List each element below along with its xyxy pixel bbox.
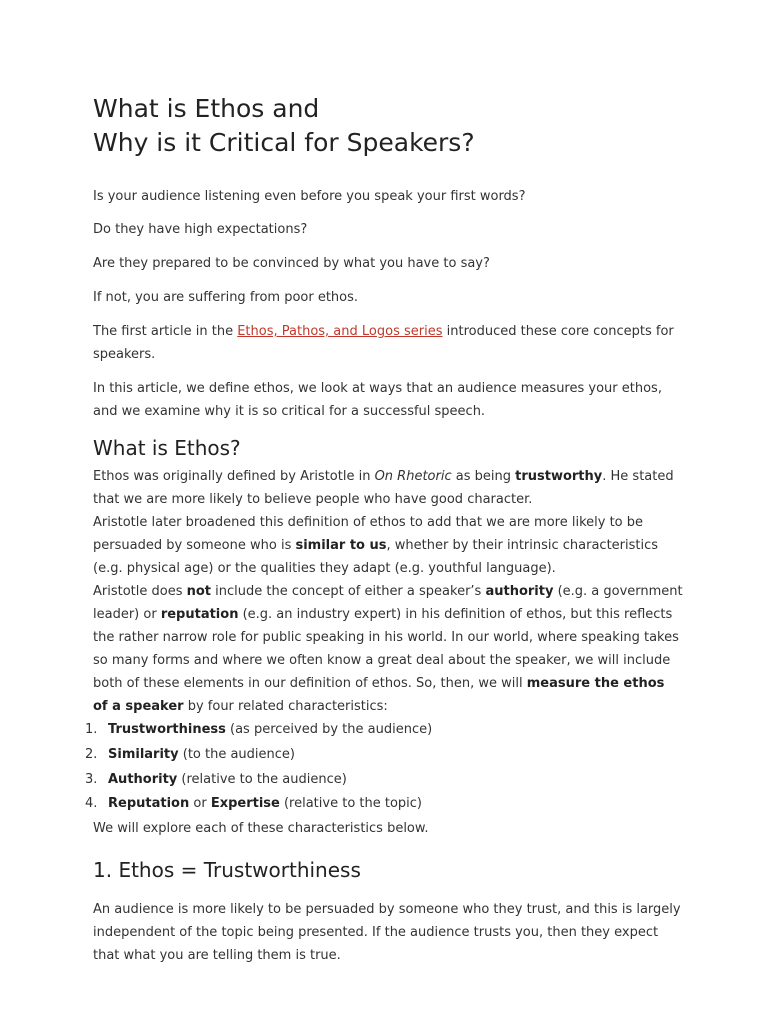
bold-term: trustworthy <box>515 469 603 484</box>
intro-paragraph-6: In this article, we define ethos, we look at ways that an audience measures your ethos, and we examine why it is so critical for a successful speech. <box>93 381 662 419</box>
list-number: 1. <box>85 722 98 737</box>
article-title <box>93 92 768 160</box>
section-heading-what-is-ethos: What is Ethos? <box>93 436 241 460</box>
title-line-2: Why is it Critical for Speakers? <box>93 128 475 157</box>
text-run: include the concept of either a speaker’s <box>211 584 486 599</box>
text-run: as being <box>451 469 516 484</box>
bold-term: Reputation <box>108 796 190 812</box>
list-item <box>85 718 675 743</box>
bold-term: Expertise <box>210 796 280 812</box>
text-run: Ethos was originally defined by Aristotle in <box>93 469 375 484</box>
after-list-text: We will explore each of these characteristics below. <box>93 821 429 837</box>
text-run: (e.g. an industry expert) in his definition of ethos, but this reflects the rather narrow role for public speaking in his world. In our world, where speaking takes so many forms and where we often know a great deal about the speaker, we will include both of these elements in our definition of ethos. So, then, we will <box>93 607 679 691</box>
text-run: (e.g. a government leader) or <box>93 584 683 622</box>
text-run: (as perceived by the audience) <box>225 722 433 737</box>
section-1-para-3 <box>93 580 683 718</box>
intro-paragraph-4: If not, you are suffering from poor ethos. <box>93 290 359 305</box>
list-number: 2. <box>85 746 98 762</box>
section-1-para-2 <box>93 511 683 580</box>
section-heading-trustworthiness: 1. Ethos = Trustworthiness <box>93 858 361 883</box>
intro-question-3: Are they prepared to be convinced by what you have to say? <box>93 256 490 271</box>
bold-term: similar to us <box>295 538 387 553</box>
intro-paragraph-5 <box>93 320 683 366</box>
text-run: , whether by their intrinsic characteristics (e.g. physical age) or the qualities they adapt (e.g. youthful language). <box>93 538 659 576</box>
book-title: On Rhetoric <box>374 469 452 484</box>
text-run: by four related characteristics: <box>183 699 388 714</box>
bold-term: not <box>186 584 212 599</box>
list-number: 4. <box>85 796 98 812</box>
bold-term: reputation <box>160 607 239 622</box>
bold-term: Trustworthiness <box>108 722 226 737</box>
title-line-1: What is Ethos and <box>93 94 320 123</box>
text-run: Aristotle later broadened this definition of ethos to add that we are more likely to be persuaded by someone who is <box>93 515 643 553</box>
intro-question-2: Do they have high expectations? <box>93 222 308 237</box>
text-run: or <box>189 796 211 812</box>
bold-term: Authority <box>108 771 178 787</box>
list-item <box>85 743 675 768</box>
text-run: (to the audience) <box>178 746 295 762</box>
text-run: (relative to the audience) <box>177 771 347 787</box>
bold-term: measure the ethos of a speaker <box>93 676 665 714</box>
bold-term: Similarity <box>108 746 179 762</box>
intro-p5-before: The first article in the <box>93 324 238 339</box>
bold-term: authority <box>485 584 554 599</box>
section-1-para-1 <box>93 465 683 511</box>
list-item <box>85 768 675 793</box>
text-run: . He stated that we are more likely to believe people who have good character. <box>93 469 674 507</box>
intro-p5-after: introduced these core concepts for speakers. <box>93 324 674 362</box>
series-link[interactable]: Ethos, Pathos, and Logos series <box>237 324 443 339</box>
text-run: Aristotle does <box>93 584 187 599</box>
text-run: (relative to the topic) <box>279 796 422 812</box>
list-item <box>85 792 675 817</box>
intro-question-1: Is your audience listening even before you speak your first words? <box>93 189 526 204</box>
list-number: 3. <box>85 771 98 787</box>
section-1-body <box>85 465 683 840</box>
characteristics-list <box>85 718 675 817</box>
trustworthiness-paragraph: An audience is more likely to be persuaded by someone who they trust, and this is largely independent of the topic being presented. If the audience trusts you, then they expect that what you are telling them is true. <box>93 902 681 964</box>
